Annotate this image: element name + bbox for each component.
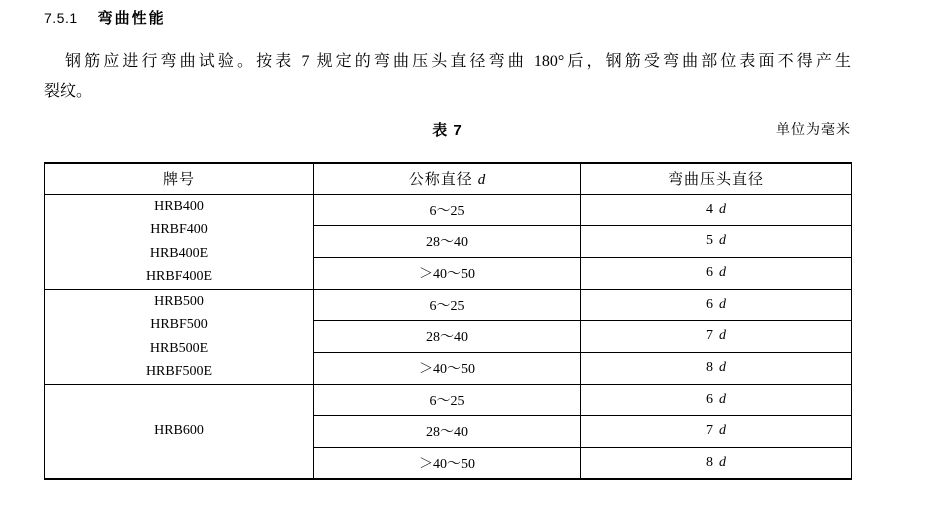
diameter-cell: 28～40 <box>314 321 581 353</box>
table-caption: 表 7 <box>432 122 463 139</box>
diameter-cell: 6～25 <box>314 384 581 416</box>
grade-name: HRB600 <box>154 423 204 439</box>
paragraph-line: 裂纹。 <box>44 83 93 100</box>
symbol-d: d <box>719 265 726 281</box>
mandrel-multiplier: 5 <box>706 233 713 249</box>
grade-cell <box>45 289 314 384</box>
mandrel-multiplier: 8 <box>706 454 713 470</box>
symbol-d: d <box>719 201 726 217</box>
mandrel-multiplier: 7 <box>706 423 713 439</box>
grade-name: HRB400 <box>154 198 204 214</box>
mandrel-cell <box>581 352 852 384</box>
mandrel-multiplier: 7 <box>706 328 713 344</box>
diameter-cell: ＞40～50 <box>314 447 581 479</box>
diameter-cell: 6～25 <box>314 194 581 226</box>
diameter-cell: ＞40～50 <box>314 257 581 289</box>
diameter-cell: 6～25 <box>314 289 581 321</box>
grade-list <box>45 290 313 384</box>
symbol-d: d <box>719 296 726 312</box>
grade-name: HRBF500E <box>145 364 213 379</box>
mandrel-cell <box>581 194 852 226</box>
symbol-d: d <box>719 391 726 407</box>
header-symbol-d: d <box>477 172 486 189</box>
symbol-d: d <box>719 360 726 376</box>
mandrel-multiplier: 8 <box>706 360 713 376</box>
mandrel-cell <box>581 226 852 258</box>
header-mandrel-diameter: 弯曲压头直径 <box>581 163 852 194</box>
table-caption-row <box>44 121 851 141</box>
grade-name: HRBF400E <box>145 269 213 284</box>
mandrel-multiplier: 4 <box>706 201 713 217</box>
mandrel-multiplier: 6 <box>706 265 713 281</box>
mandrel-cell <box>581 447 852 479</box>
mandrel-cell <box>581 321 852 353</box>
grade-cell <box>45 384 314 479</box>
table-unit-note: 单位为毫米 <box>776 123 851 138</box>
diameter-cell: ＞40～50 <box>314 352 581 384</box>
symbol-d: d <box>719 233 726 249</box>
table-row <box>45 194 852 226</box>
grade-name: HRB400E <box>149 245 209 261</box>
grade-name: HRBF400 <box>150 222 208 237</box>
table-header-row <box>45 163 852 194</box>
diameter-cell: 28～40 <box>314 416 581 448</box>
mandrel-cell <box>581 289 852 321</box>
grade-name: HRB500 <box>154 293 204 309</box>
symbol-d: d <box>719 454 726 470</box>
mandrel-cell <box>581 384 852 416</box>
section-heading <box>44 8 166 28</box>
mandrel-cell <box>581 416 852 448</box>
header-nominal-diameter-label: 公称直径 <box>408 172 473 189</box>
bend-test-table <box>44 162 852 480</box>
table-row <box>45 289 852 321</box>
grade-name: HRBF500 <box>150 317 208 332</box>
header-nominal-diameter <box>314 163 581 194</box>
diameter-cell: 28～40 <box>314 226 581 258</box>
header-grade: 牌号 <box>45 163 314 194</box>
grade-list <box>45 419 313 443</box>
symbol-d: d <box>719 423 726 439</box>
body-paragraph <box>44 47 851 107</box>
grade-name: HRB500E <box>149 340 209 356</box>
section-number: 7.5.1 <box>44 10 78 26</box>
grade-cell <box>45 194 314 289</box>
paragraph-line: 钢筋应进行弯曲试验。按表 7 规定的弯曲压头直径弯曲 180°后，钢筋受弯曲部位表面不得产生 <box>65 53 851 70</box>
table-row <box>45 384 852 416</box>
mandrel-multiplier: 6 <box>706 296 713 312</box>
symbol-d: d <box>719 328 726 344</box>
grade-list <box>45 195 313 289</box>
mandrel-cell <box>581 257 852 289</box>
mandrel-multiplier: 6 <box>706 391 713 407</box>
section-title: 弯曲性能 <box>97 10 166 27</box>
